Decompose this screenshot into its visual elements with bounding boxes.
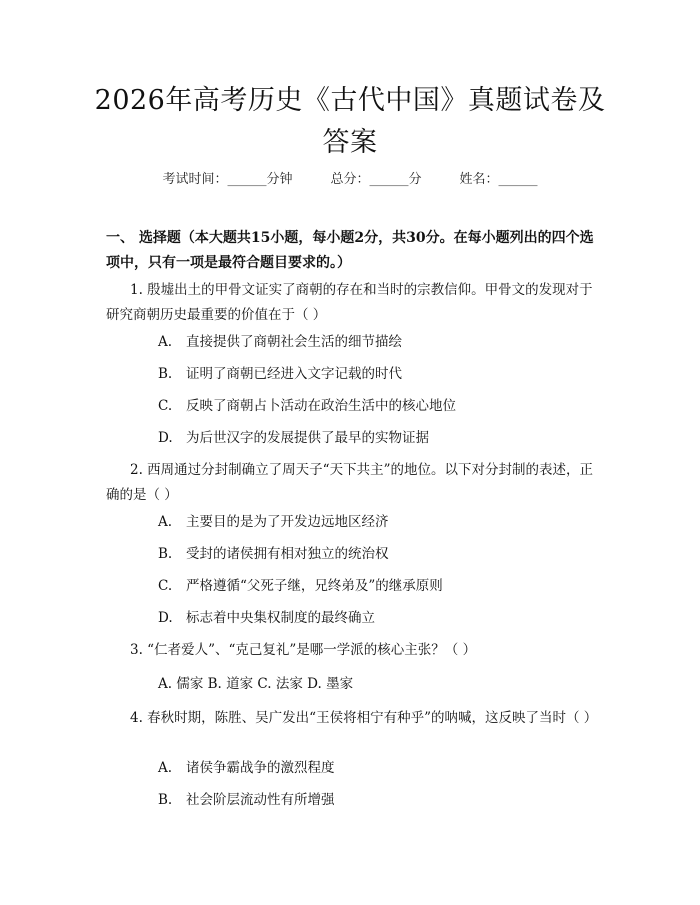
option-1d: D. 为后世汉字的发展提供了最早的实物证据: [158, 430, 429, 446]
question-stem: 3. “仁者爱人”、“克己复礼”是哪一学派的核心主张？（ ）: [130, 642, 477, 658]
option-2d: D. 标志着中央集权制度的最终确立: [158, 610, 375, 626]
options-3-inline: A. 儒家 B. 道家 C. 法家 D. 墨家: [158, 676, 354, 692]
option-4b: B. 社会阶层流动性有所增强: [158, 792, 335, 808]
section-heading: 一、 选择题（本大题共15小题，每小题2分，共30分。在每小题列出的四个选项中，只有一项是最符合题目要求的。）: [106, 230, 594, 271]
question-4: [106, 706, 602, 731]
option-1a: A. 直接提供了商朝社会生活的细节描绘: [158, 334, 402, 350]
option-4a: A. 诸侯争霸战争的激烈程度: [158, 760, 335, 776]
question-stem: 2. 西周通过分封制确立了周天子“天下共主”的地位。以下对分封制的表述，正确的是（ ）: [106, 462, 593, 503]
question-stem: 1. 殷墟出土的甲骨文证实了商朝的存在和当时的宗教信仰。甲骨文的发现对于研究商朝历史最重要的价值在于（ ）: [106, 282, 593, 323]
option-2c: C. 严格遵循“父死子继，兄终弟及”的继承原则: [158, 578, 443, 594]
option-2a: A. 主要目的是为了开发边远地区经济: [158, 514, 389, 530]
question-stem: 4. 春秋时期，陈胜、吴广发出“王侯将相宁有种乎”的呐喊，这反映了当时（ ）: [130, 710, 598, 726]
page-title: 2026年高考历史《古代中国》真题试卷及答案: [94, 85, 606, 158]
option-1b: B. 证明了商朝已经进入文字记载的时代: [158, 366, 402, 382]
exam-meta: [0, 168, 700, 187]
question-3: [106, 638, 602, 663]
option-1c: C. 反映了商朝占卜活动在政治生活中的核心地位: [158, 398, 456, 414]
student-name-field: 姓名：______: [459, 172, 538, 187]
total-score-field: 总分：______分: [330, 172, 422, 187]
question-1: [106, 278, 602, 328]
option-2b: B. 受封的诸侯拥有相对独立的统治权: [158, 546, 389, 562]
question-2: [106, 458, 602, 508]
exam-time-field: 考试时间：______分钟: [162, 172, 293, 187]
